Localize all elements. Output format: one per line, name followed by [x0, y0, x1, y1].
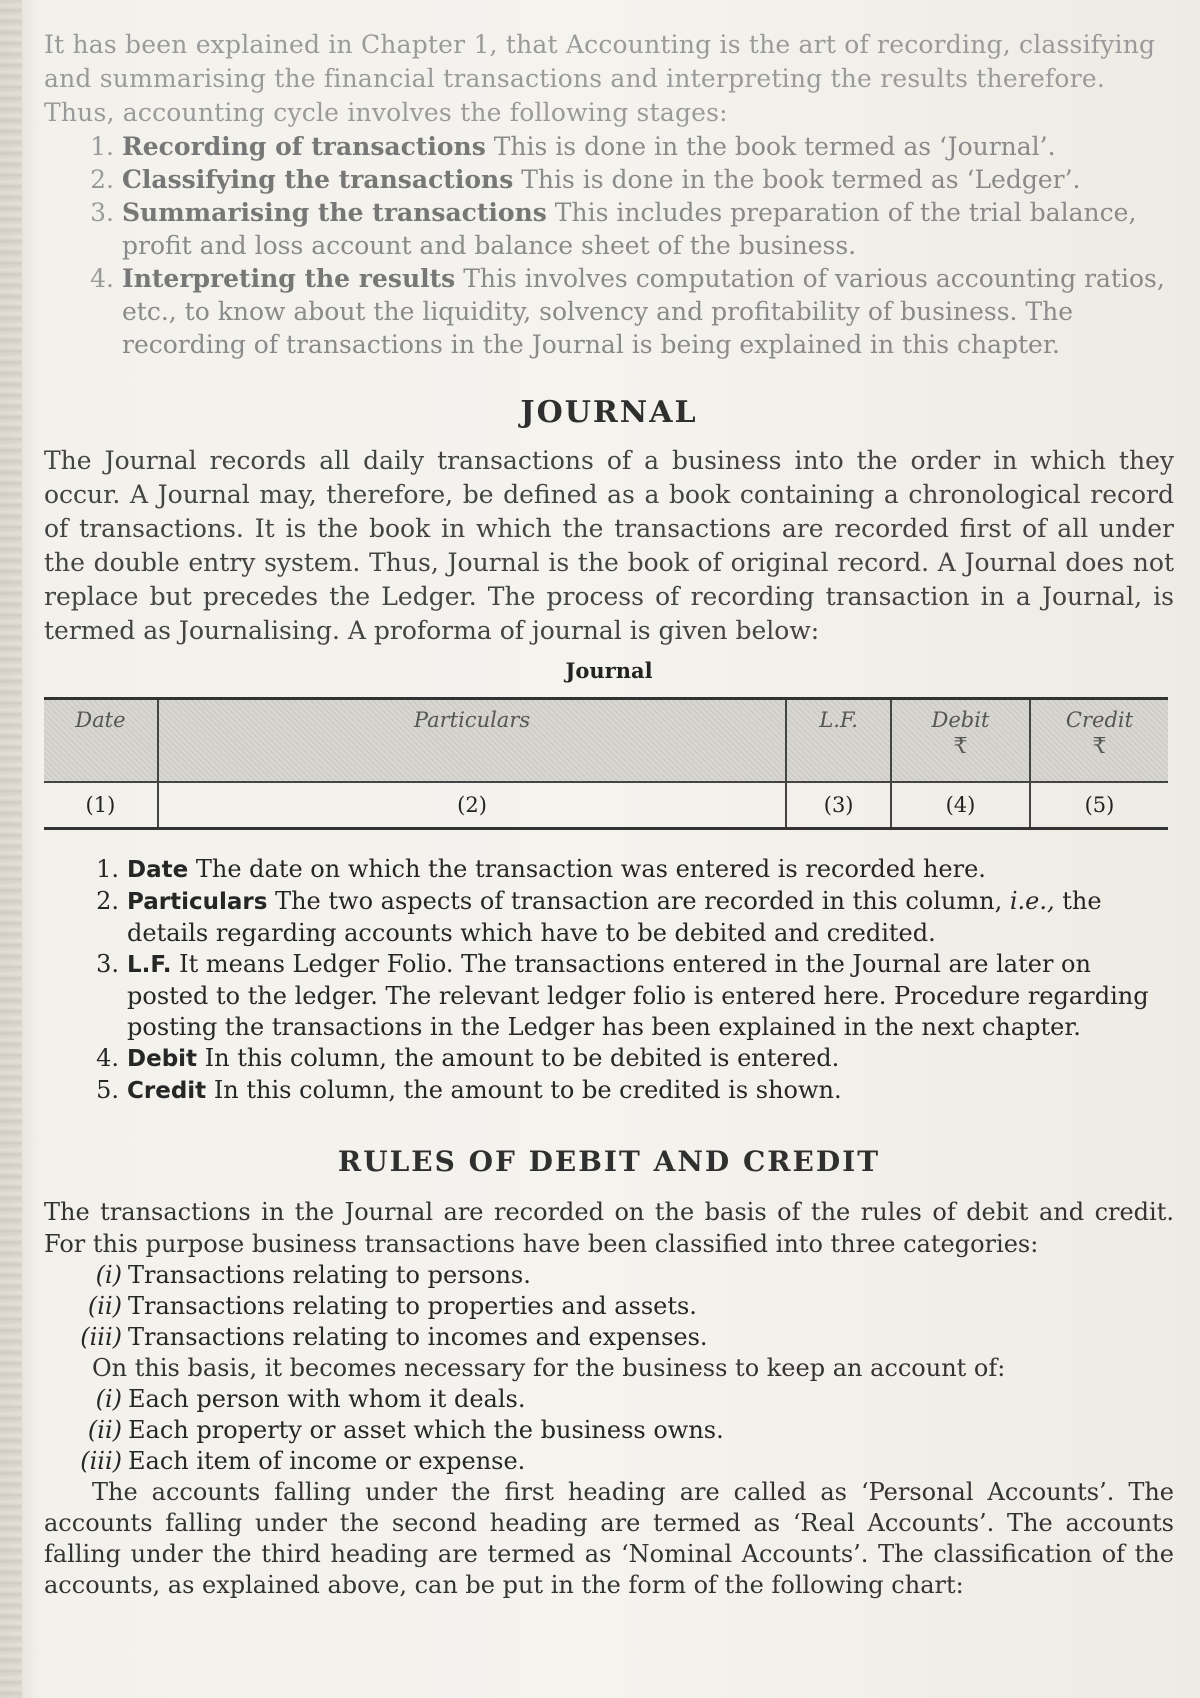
category-text: Transactions relating to incomes and expenses.: [128, 1323, 708, 1351]
cell-particulars: (2): [158, 782, 786, 829]
stage-term: Recording of transactions: [122, 132, 486, 161]
stage-term: Summarising the transactions: [122, 198, 547, 227]
explanation-item: [44, 886, 1174, 949]
explanation-text: In this column, the amount to be debited is entered.: [204, 1044, 840, 1072]
account-number: (ii): [87, 1416, 122, 1444]
explanation-item: [44, 854, 1174, 886]
header-lf: L.F.: [786, 699, 891, 783]
rupee-symbol: ₹: [953, 734, 968, 759]
category-item: [44, 1260, 1174, 1291]
header-debit-label: Debit: [931, 708, 990, 732]
category-item: [44, 1291, 1174, 1322]
header-date: Date: [44, 699, 158, 783]
account-text: Each property or asset which the business owns.: [128, 1416, 724, 1444]
stage-text: This includes preparation of the trial balance, profit and loss account and balance sheet of the business.: [122, 198, 1137, 260]
header-credit-label: Credit: [1065, 708, 1134, 732]
explanation-text: In this column, the amount to be credited is shown.: [213, 1076, 842, 1104]
header-credit: [1030, 699, 1168, 783]
explanation-ie: i.e.,: [1009, 887, 1055, 915]
account-number: (i): [95, 1385, 122, 1413]
category-number: (i): [95, 1261, 122, 1289]
category-item: [44, 1322, 1174, 1353]
rules-paragraph: The transactions in the Journal are recorded on the basis of the rules of debit and credit. For this purpose business transactions have been classified into three categories:: [44, 1198, 1174, 1258]
explanation-number: 3.: [96, 950, 119, 978]
transaction-categories-list: [44, 1260, 1174, 1353]
category-number: (iii): [80, 1323, 122, 1351]
stage-text: This is done in the book termed as ‘Journal’.: [493, 132, 1056, 161]
account-item: [44, 1446, 1174, 1477]
stage-text: This is done in the book termed as ‘Ledger’.: [521, 165, 1081, 194]
account-text: Each item of income or expense.: [128, 1447, 526, 1475]
table-row: [44, 782, 1168, 829]
explanation-term: L.F.: [127, 952, 172, 978]
stage-item: [44, 262, 1174, 361]
table-caption: Journal: [565, 658, 653, 683]
intro-paragraph: It has been explained in Chapter 1, that Accounting is the art of recording, classifying and summarising the financial transactions and interpreting the results therefore. Thus, accounting cycle involves the following stages:: [44, 30, 1156, 127]
rupee-symbol: ₹: [1092, 734, 1107, 759]
explanation-term: Debit: [127, 1046, 198, 1072]
page-binding-shadow: [0, 0, 22, 1698]
closing-paragraph: The accounts falling under the first heading are called as ‘Personal Accounts’. The accounts falling under the second heading are termed as ‘Real Accounts’. The accounts falling under the third heading are termed as ‘Nominal Accounts’. The classification of the accounts, as explained above, can be put in the form of the following chart:: [44, 1478, 1174, 1599]
cell-lf: (3): [786, 782, 891, 829]
category-text: Transactions relating to persons.: [128, 1261, 531, 1289]
stage-item: [44, 196, 1174, 262]
stage-number: 4.: [90, 264, 114, 293]
explanation-term: Credit: [127, 1078, 207, 1104]
explanation-number: 2.: [96, 887, 119, 915]
explanation-text: The two aspects of transaction are recorded in this column,: [275, 887, 1003, 915]
journal-proforma-table: [44, 697, 1168, 830]
journal-paragraph: The Journal records all daily transactions of a business into the order in which they occur. A Journal may, therefore, be defined as a book containing a chronological record of transactions. It is the book in which the transactions are recorded first of all under the double entry system. Thus, Journal is the book of original record. A Journal does not replace but precedes the Ledger. The process of recording transaction in a Journal, is termed as Journalising. A proforma of journal is given below:: [44, 446, 1174, 645]
stage-item: [44, 163, 1174, 196]
account-item: [44, 1384, 1174, 1415]
explanation-item: [44, 1075, 1174, 1107]
account-number: (iii): [80, 1447, 122, 1475]
column-explanations-list: [44, 854, 1174, 1107]
explanation-term: Date: [127, 857, 189, 883]
stage-term: Classifying the transactions: [122, 165, 514, 194]
cell-date: (1): [44, 782, 158, 829]
explanation-number: 5.: [96, 1076, 119, 1104]
cell-debit: (4): [891, 782, 1030, 829]
journal-heading: JOURNAL: [520, 395, 698, 430]
stage-item: [44, 130, 1174, 163]
category-text: Transactions relating to properties and assets.: [128, 1292, 697, 1320]
account-text: Each person with whom it deals.: [128, 1385, 526, 1413]
account-item: [44, 1415, 1174, 1446]
explanation-text-cont: the details regarding accounts which have to be debited and credited.: [127, 887, 1102, 947]
explanation-item: [44, 1043, 1174, 1075]
stage-term: Interpreting the results: [122, 264, 456, 293]
header-particulars: Particulars: [158, 699, 786, 783]
explanation-number: 1.: [96, 855, 119, 883]
basis-paragraph: On this basis, it becomes necessary for the business to keep an account of:: [92, 1354, 1006, 1382]
stage-number: 2.: [90, 165, 114, 194]
cell-credit: (5): [1084, 793, 1115, 817]
stage-number: 3.: [90, 198, 114, 227]
explanation-term: Particulars: [127, 889, 268, 915]
header-debit: [891, 699, 1030, 783]
explanation-text: The date on which the transaction was entered is recorded here.: [195, 855, 986, 883]
rules-heading: RULES OF DEBIT AND CREDIT: [337, 1145, 881, 1178]
stage-number: 1.: [90, 132, 114, 161]
accounts-of-list: [44, 1384, 1174, 1477]
explanation-item: [44, 949, 1174, 1043]
stage-text: This involves computation of various accounting ratios, etc., to know about the liquidity, solvency and profitability of business. The recording of transactions in the Journal is being explained in this chapter.: [122, 264, 1165, 359]
accounting-stages-list: [44, 130, 1174, 361]
explanation-number: 4.: [96, 1044, 119, 1072]
explanation-text: It means Ledger Folio. The transactions entered in the Journal are later on posted to the ledger. The relevant ledger folio is entered here. Procedure regarding posting the transactions in the Ledger has been explained in the next chapter.: [127, 950, 1149, 1041]
category-number: (ii): [87, 1292, 122, 1320]
page-content: [44, 28, 1174, 1601]
